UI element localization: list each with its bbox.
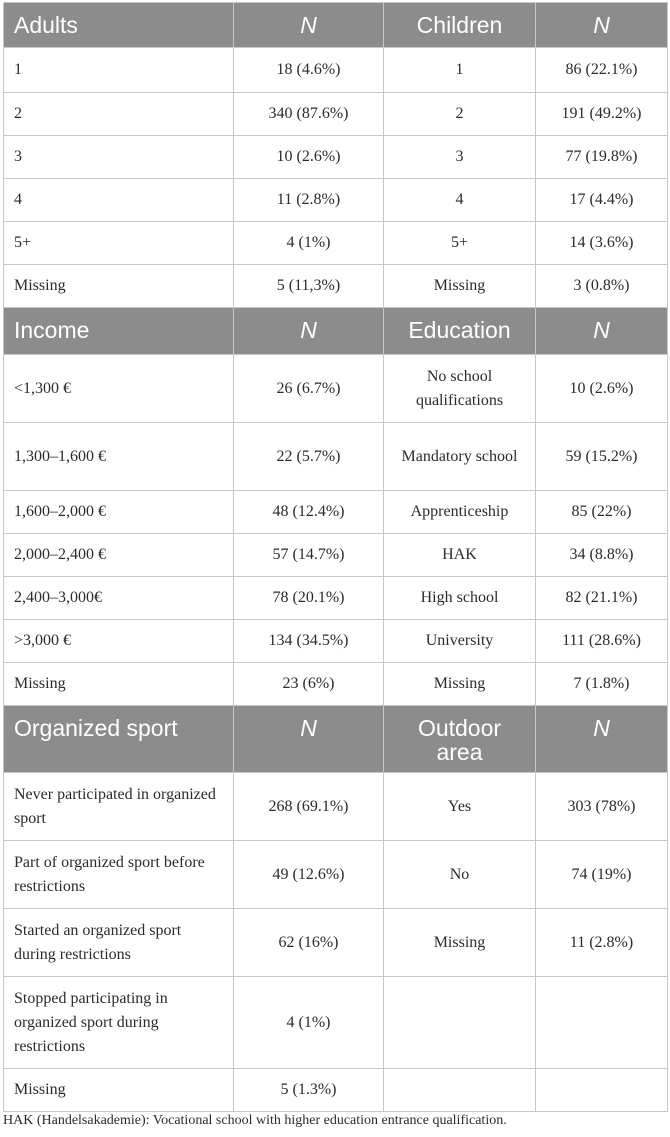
row-label: Missing xyxy=(384,265,536,308)
row-value: 11 (2.8%) xyxy=(234,179,384,222)
row-label: 1 xyxy=(4,48,234,93)
row-value: 7 (1.8%) xyxy=(536,663,668,706)
demographics-table xyxy=(3,2,668,1112)
row-value: 49 (12.6%) xyxy=(234,841,384,909)
table-row xyxy=(4,773,668,841)
row-value: 191 (49.2%) xyxy=(536,93,668,136)
row-label: Missing xyxy=(384,909,536,977)
row-label: 2 xyxy=(4,93,234,136)
row-value: 4 (1%) xyxy=(234,222,384,265)
row-label: 4 xyxy=(384,179,536,222)
row-label: 1 xyxy=(384,48,536,93)
row-label: 5+ xyxy=(384,222,536,265)
header-row-household xyxy=(4,3,668,48)
row-value: 268 (69.1%) xyxy=(234,773,384,841)
row-value: 303 (78%) xyxy=(536,773,668,841)
row-value: 48 (12.4%) xyxy=(234,491,384,534)
header-row-income xyxy=(4,308,668,355)
row-value: 5 (11,3%) xyxy=(234,265,384,308)
row-label: Missing xyxy=(384,663,536,706)
table-row xyxy=(4,179,668,222)
row-value: 10 (2.6%) xyxy=(234,136,384,179)
table-row xyxy=(4,1069,668,1112)
n-header: N xyxy=(234,308,384,355)
education-header: Education xyxy=(384,308,536,355)
row-value: 23 (6%) xyxy=(234,663,384,706)
table-row xyxy=(4,222,668,265)
n-header: N xyxy=(234,3,384,48)
row-label: No xyxy=(384,841,536,909)
row-label: 3 xyxy=(384,136,536,179)
row-label: >3,000 € xyxy=(4,620,234,663)
row-value: 3 (0.8%) xyxy=(536,265,668,308)
table-row xyxy=(4,355,668,423)
empty-cell xyxy=(536,977,668,1069)
row-value: 82 (21.1%) xyxy=(536,577,668,620)
children-header: Children xyxy=(384,3,536,48)
row-label: Stopped participating in organized sport during restrictions xyxy=(4,977,234,1069)
row-label: 2 xyxy=(384,93,536,136)
table-row xyxy=(4,663,668,706)
table-row xyxy=(4,491,668,534)
table-row xyxy=(4,909,668,977)
row-value: 26 (6.7%) xyxy=(234,355,384,423)
n-header: N xyxy=(536,3,668,48)
row-value: 111 (28.6%) xyxy=(536,620,668,663)
n-header: N xyxy=(536,706,668,773)
table-footnote: HAK (Handelsakademie): Vocational school with higher education entrance qualification. xyxy=(3,1113,507,1128)
row-label: Missing xyxy=(4,663,234,706)
header-row-sport xyxy=(4,706,668,773)
table-row xyxy=(4,577,668,620)
table-row xyxy=(4,48,668,93)
table-row xyxy=(4,534,668,577)
row-value: 11 (2.8%) xyxy=(536,909,668,977)
table-row xyxy=(4,265,668,308)
row-value: 22 (5.7%) xyxy=(234,423,384,491)
row-label: 4 xyxy=(4,179,234,222)
row-label: <1,300 € xyxy=(4,355,234,423)
row-label: Yes xyxy=(384,773,536,841)
row-value: 77 (19.8%) xyxy=(536,136,668,179)
row-label: 1,600–2,000 € xyxy=(4,491,234,534)
row-value: 34 (8.8%) xyxy=(536,534,668,577)
row-value: 62 (16%) xyxy=(234,909,384,977)
row-label: Missing xyxy=(4,265,234,308)
n-header: N xyxy=(536,308,668,355)
organized-sport-header: Organized sport xyxy=(4,706,234,773)
adults-header: Adults xyxy=(4,3,234,48)
n-header: N xyxy=(234,706,384,773)
row-label: University xyxy=(384,620,536,663)
row-label: High school xyxy=(384,577,536,620)
row-value: 14 (3.6%) xyxy=(536,222,668,265)
row-value: 5 (1.3%) xyxy=(234,1069,384,1112)
row-label: 2,000–2,400 € xyxy=(4,534,234,577)
row-label: 2,400–3,000€ xyxy=(4,577,234,620)
row-value: 78 (20.1%) xyxy=(234,577,384,620)
row-value: 340 (87.6%) xyxy=(234,93,384,136)
row-value: 17 (4.4%) xyxy=(536,179,668,222)
row-label: Missing xyxy=(4,1069,234,1112)
table-row xyxy=(4,977,668,1069)
table-row xyxy=(4,423,668,491)
row-value: 18 (4.6%) xyxy=(234,48,384,93)
row-value: 57 (14.7%) xyxy=(234,534,384,577)
table-row xyxy=(4,136,668,179)
row-label: Part of organized sport before restrictions xyxy=(4,841,234,909)
row-label: Started an organized sport during restrictions xyxy=(4,909,234,977)
row-label: No school qualifications xyxy=(384,355,536,423)
income-header: Income xyxy=(4,308,234,355)
row-value: 4 (1%) xyxy=(234,977,384,1069)
empty-cell xyxy=(536,1069,668,1112)
row-label: Apprenticeship xyxy=(384,491,536,534)
row-label: Mandatory school xyxy=(384,423,536,491)
row-value: 10 (2.6%) xyxy=(536,355,668,423)
row-value: 85 (22%) xyxy=(536,491,668,534)
row-label: Never participated in organized sport xyxy=(4,773,234,841)
row-value: 74 (19%) xyxy=(536,841,668,909)
outdoor-area-header: Outdoor area xyxy=(384,706,536,773)
table-row xyxy=(4,841,668,909)
row-label: 3 xyxy=(4,136,234,179)
table-row xyxy=(4,620,668,663)
row-label: 1,300–1,600 € xyxy=(4,423,234,491)
table-row xyxy=(4,93,668,136)
empty-cell xyxy=(384,1069,536,1112)
row-value: 59 (15.2%) xyxy=(536,423,668,491)
row-value: 134 (34.5%) xyxy=(234,620,384,663)
row-label: 5+ xyxy=(4,222,234,265)
row-label: HAK xyxy=(384,534,536,577)
empty-cell xyxy=(384,977,536,1069)
row-value: 86 (22.1%) xyxy=(536,48,668,93)
